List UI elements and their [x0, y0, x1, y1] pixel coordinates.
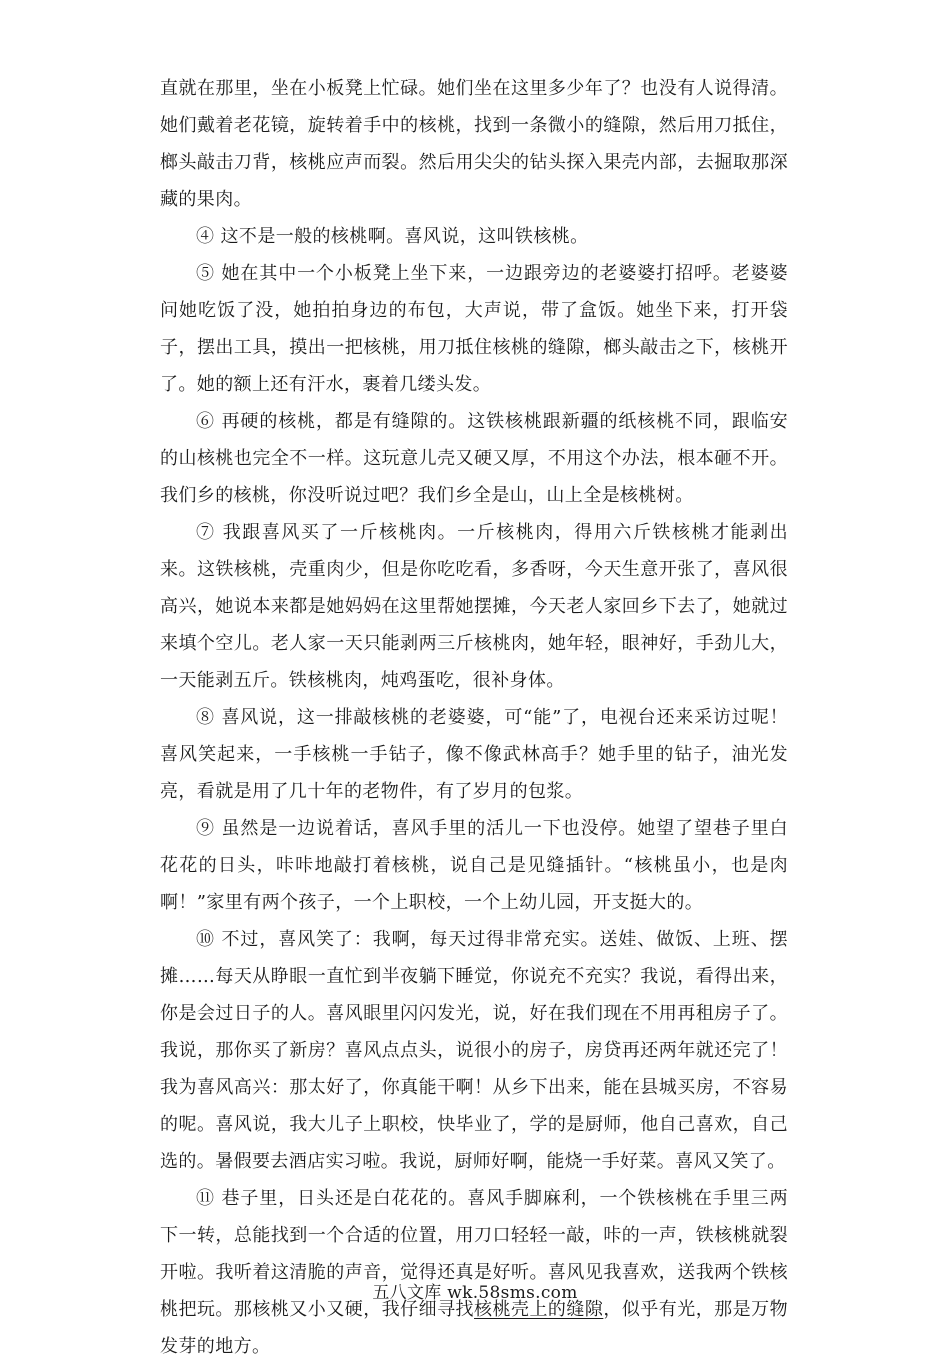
paragraph-9: ⑨ 虽然是一边说着话，喜风手里的活儿一下也没停。她望了望巷子里白花花的日头，咔咔地敲打着核桃，说自己是见缝插针。“核桃虽小，也是肉啊！”家里有两个孩子，一个上职校，一个上幼儿园，开支挺大的。	[160, 818, 788, 913]
paragraph-11-text-after: ，似乎有光，那是万物发芽的地方。	[160, 1299, 788, 1357]
paragraph-11-text-before: ⑪ 巷子里，日头还是白花花的。喜风手脚麻利，一个铁核桃在手里三两下一转，总能找到一个合适的位置，用刀口轻轻一敲，咔的一声，铁核桃就裂开啦。我听着这清脆的声音，觉得还真是好听。喜风见我喜欢，送我两个铁核桃把玩。那核桃又小又硬，我仔细寻找	[160, 1188, 788, 1320]
paragraph-4: ④ 这不是一般的核桃啊。喜风说，这叫铁核桃。	[196, 226, 589, 247]
paragraph-5: ⑤ 她在其中一个小板凳上坐下来，一边跟旁边的老婆婆打招呼。老婆婆问她吃饭了没，她拍拍身边的布包，大声说，带了盒饭。她坐下来，打开袋子，摆出工具，摸出一把核桃，用刀抵住核桃的缝隙，榔头敲击之下，核桃开了。她的额上还有汗水，裹着几缕头发。	[160, 263, 788, 395]
article-body	[160, 70, 788, 1365]
paragraph-10: ⑩ 不过，喜风笑了：我啊，每天过得非常充实。送娃、做饭、上班、摆摊……每天从睁眼一直忙到半夜躺下睡觉，你说充不充实？我说，看得出来，你是会过日子的人。喜风眼里闪闪发光，说，好在我们现在不用再租房子了。我说，那你买了新房？喜风点点头，说很小的房子，房贷再还两年就还完了！我为喜风高兴：那太好了，你真能干啊！从乡下出来，能在县城买房，不容易的呢。喜风说，我大儿子上职校，快毕业了，学的是厨师，他自己喜欢，自己选的。暑假要去酒店实习啦。我说，厨师好啊，能烧一手好菜。喜风又笑了。	[160, 929, 788, 1172]
paragraph-7: ⑦ 我跟喜风买了一斤核桃肉。一斤核桃肉，得用六斤铁核桃才能剥出来。这铁核桃，壳重肉少，但是你吃吃看，多香呀，今天生意开张了，喜风很高兴，她说本来都是她妈妈在这里帮她摆摊，今天老人家回乡下去了，她就过来填个空儿。老人家一天只能剥两三斤核桃肉，她年轻，眼神好，手劲儿大，一天能剥五斤。铁核桃肉，炖鸡蛋吃，很补身体。	[160, 522, 788, 691]
paragraph-8: ⑧ 喜风说，这一排敲核桃的老婆婆，可“能”了，电视台还来采访过呢！喜风笑起来，一手核桃一手钻子，像不像武林高手？她手里的钻子，油光发亮，看就是用了几十年的老物件，有了岁月的包浆。	[160, 707, 788, 802]
footer-watermark: 五八文库 wk.58sms.com	[372, 1283, 578, 1303]
paragraph-11	[160, 1180, 788, 1365]
paragraph-continued: 直就在那里，坐在小板凳上忙碌。她们坐在这里多少年了？也没有人说得清。她们戴着老花镜，旋转着手中的核桃，找到一条微小的缝隙，然后用刀抵住，榔头敲击刀背，核桃应声而裂。然后用尖尖的钻头探入果壳内部，去掘取那深藏的果肉。	[160, 78, 788, 210]
paragraph-6: ⑥ 再硬的核桃，都是有缝隙的。这铁核桃跟新疆的纸核桃不同，跟临安的山核桃也完全不一样。这玩意儿壳又硬又厚，不用这个办法，根本砸不开。我们乡的核桃，你没听说过吧？我们乡全是山，山上全是核桃树。	[160, 411, 788, 506]
underlined-phrase: 核桃壳上的缝隙	[474, 1299, 604, 1320]
